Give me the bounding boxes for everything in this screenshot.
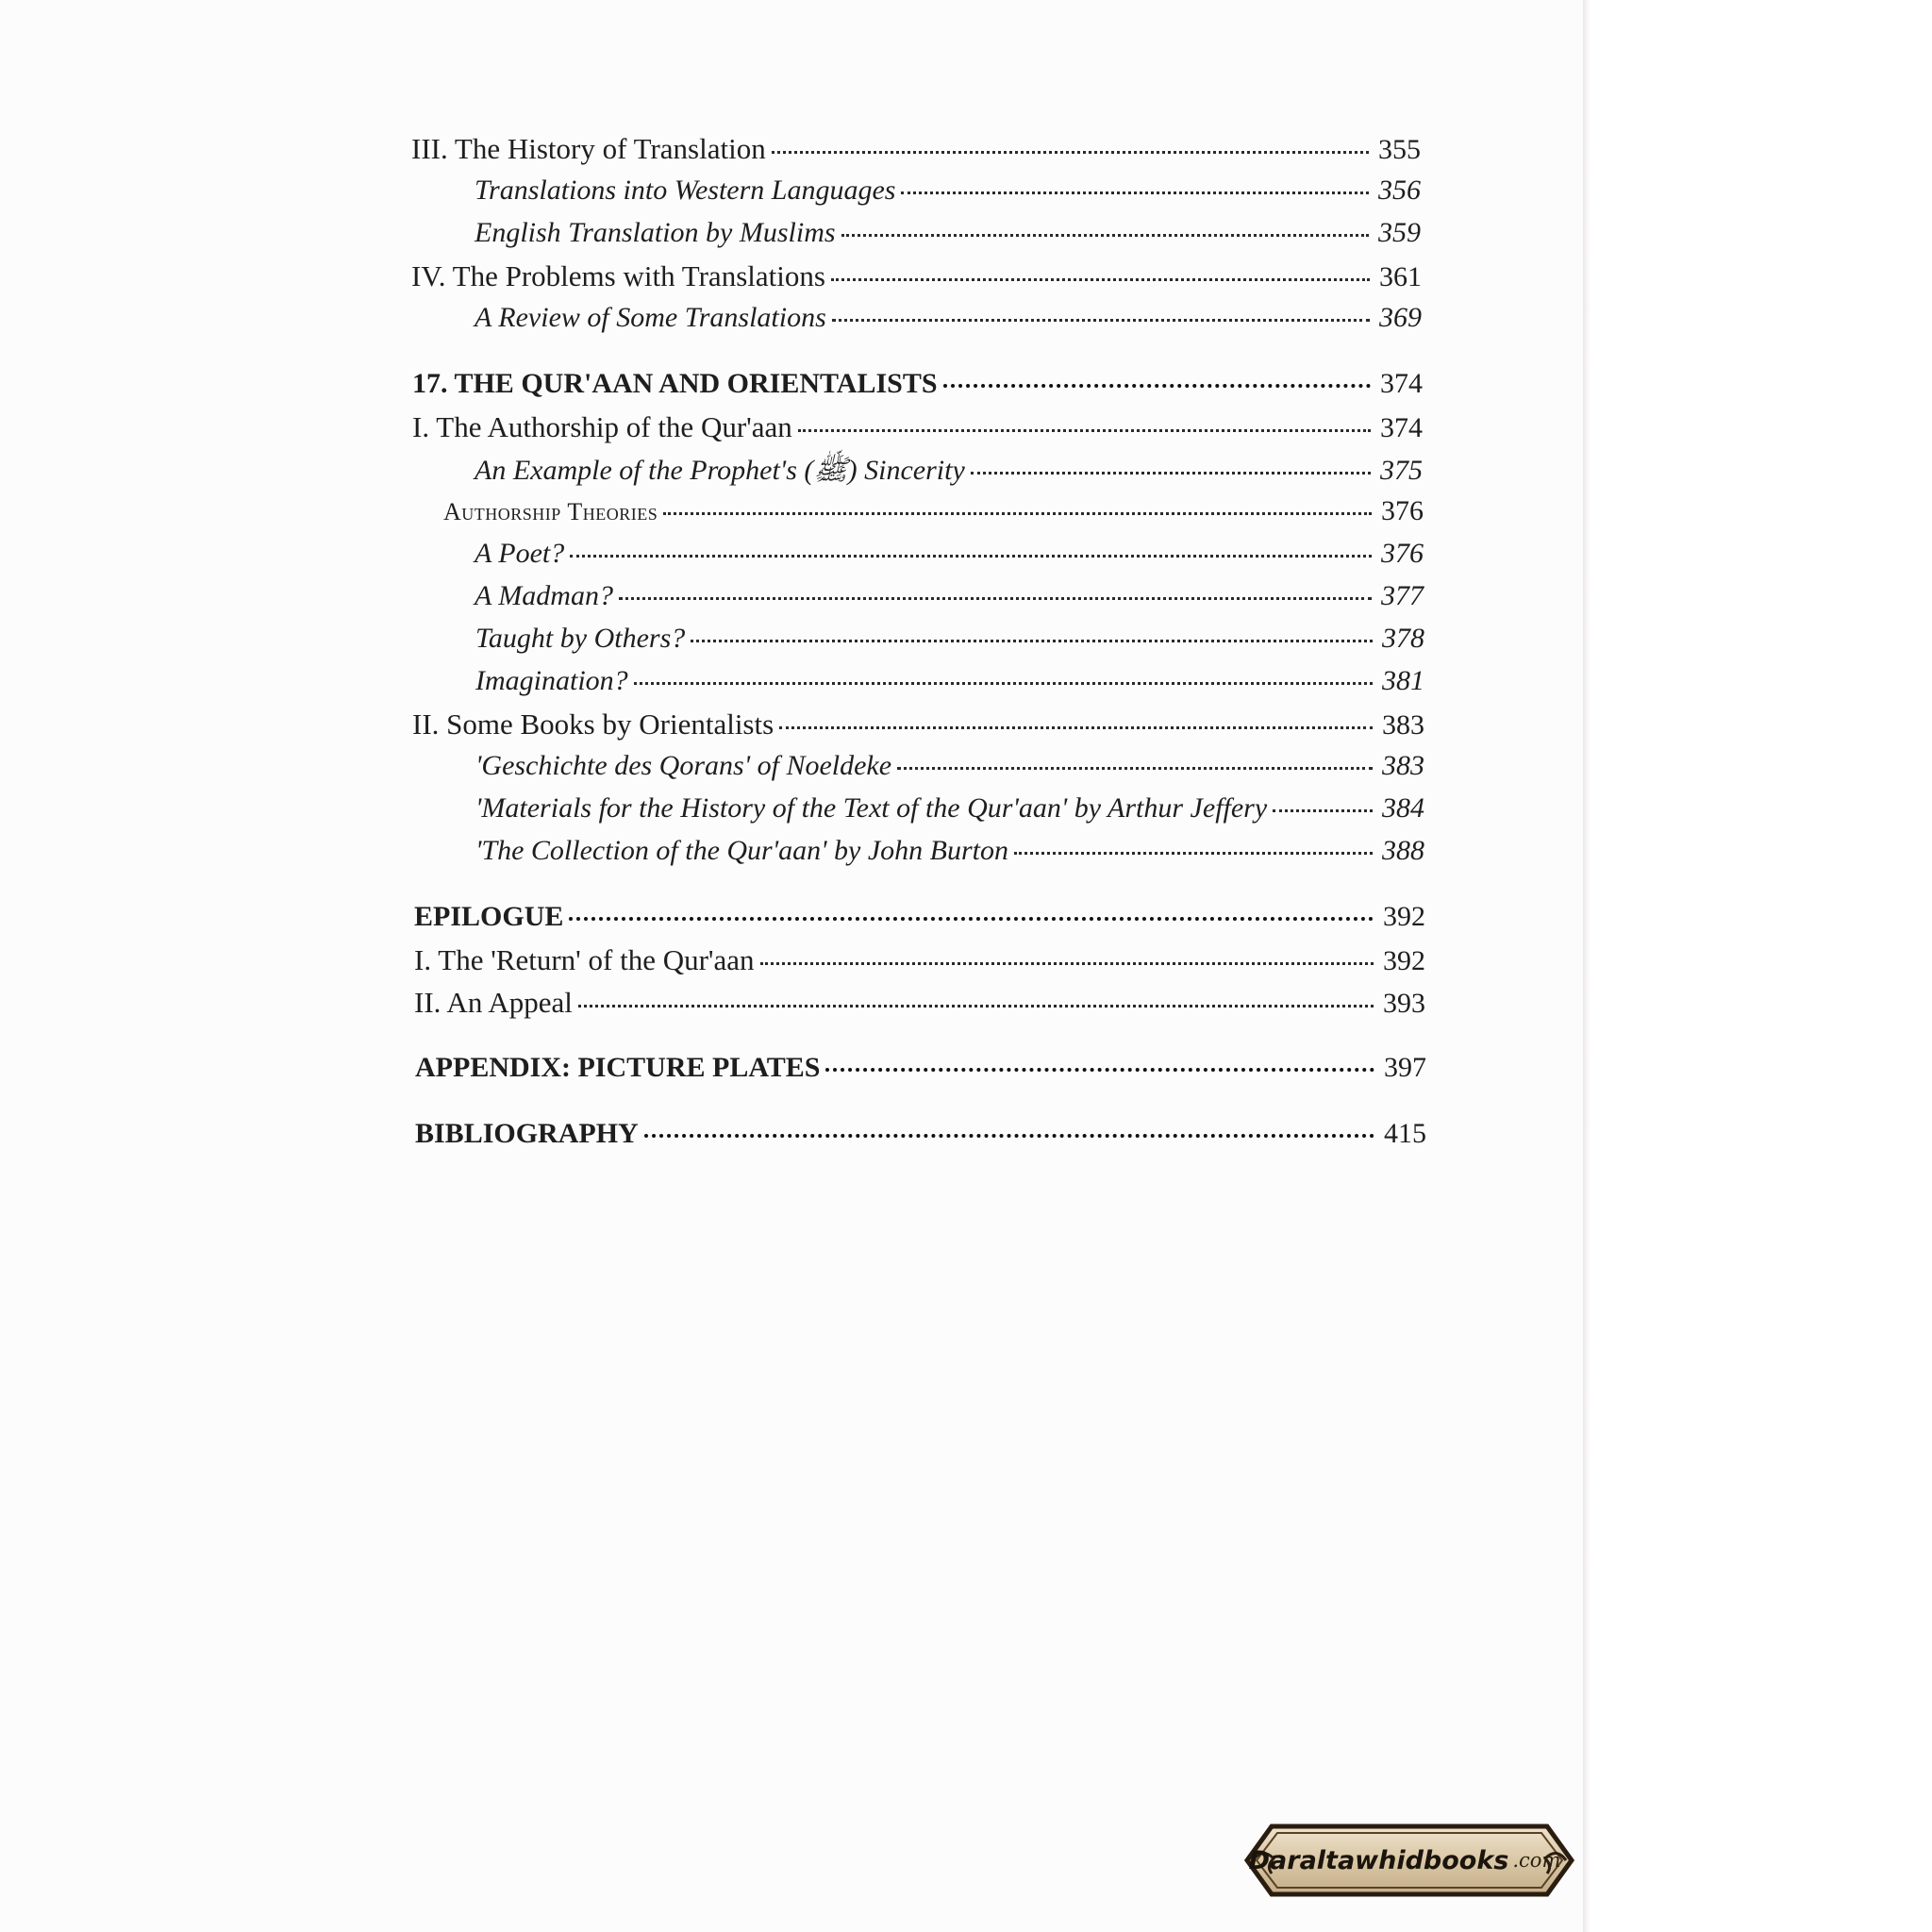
toc-entry-page: 356 — [1378, 175, 1421, 206]
toc-entry-page: 383 — [1382, 750, 1424, 781]
toc-entry-page: 374 — [1380, 412, 1423, 443]
toc-entry — [411, 259, 1422, 293]
toc-entry-title: A Madman? — [475, 580, 613, 611]
toc-entry-page: 376 — [1381, 495, 1424, 526]
toc-entry-page: 369 — [1379, 302, 1422, 333]
toc-entry-page: 361 — [1379, 261, 1422, 292]
toc-entry-page: 392 — [1383, 901, 1425, 932]
dot-leader — [760, 962, 1374, 965]
toc-entry — [475, 217, 1421, 249]
toc-entry-title: Imagination? — [475, 665, 628, 696]
toc-entry-title: 17. THE QUR'AAN AND ORIENTALISTS — [412, 368, 938, 399]
toc-entry-page: 375 — [1380, 455, 1423, 486]
watermark-suffix: .com — [1512, 1849, 1561, 1872]
dot-leader — [619, 597, 1372, 600]
toc-entry-page: 374 — [1380, 368, 1423, 399]
dot-leader — [841, 234, 1369, 237]
dot-leader — [831, 278, 1370, 281]
dot-leader — [772, 151, 1369, 154]
dot-leader — [644, 1134, 1374, 1138]
toc-entry-title: Authorship Theories — [443, 498, 658, 525]
toc-entry — [412, 708, 1424, 741]
toc-entry — [414, 986, 1425, 1020]
toc-entry-page: 383 — [1382, 709, 1424, 741]
toc-entry — [475, 792, 1424, 824]
toc-entry — [475, 623, 1424, 655]
dot-leader — [825, 1068, 1374, 1072]
toc-chapter-entry — [415, 1052, 1426, 1084]
toc-entry-title: APPENDIX: PICTURE PLATES — [415, 1052, 821, 1083]
toc-entry — [475, 302, 1422, 334]
toc-entry-title: Translations into Western Languages — [475, 175, 896, 206]
toc-entry-title: III. The History of Translation — [411, 132, 766, 165]
page-edge — [1583, 0, 1591, 1932]
toc-entry — [475, 453, 1423, 493]
dot-leader — [779, 726, 1373, 729]
toc-entry — [412, 410, 1423, 444]
toc-entry-page: 415 — [1384, 1118, 1426, 1149]
dot-leader — [634, 682, 1373, 685]
toc-entry-title: 'Geschichte des Qorans' of Noeldeke — [475, 750, 892, 781]
dot-leader — [901, 192, 1369, 194]
toc-entry-title: 'The Collection of the Qur'aan' by John Burton — [475, 835, 1009, 866]
dot-leader — [578, 1005, 1374, 1008]
toc-entry-title: EPILOGUE — [414, 901, 564, 932]
toc-entry-title: A Poet? — [475, 538, 565, 569]
toc-chapter-entry — [414, 901, 1425, 933]
toc-entry-title: A Review of Some Translations — [475, 302, 826, 333]
dot-leader — [570, 555, 1372, 558]
dot-leader — [798, 429, 1371, 432]
toc-entry-page: 355 — [1378, 134, 1421, 165]
dot-leader — [971, 472, 1371, 475]
dot-leader — [943, 384, 1371, 388]
toc-entry — [443, 495, 1424, 527]
dot-leader — [897, 767, 1373, 770]
toc-entry-page: 384 — [1382, 792, 1424, 824]
toc-entry — [475, 175, 1421, 207]
toc-entry-title: IV. The Problems with Translations — [411, 259, 825, 292]
dot-leader — [691, 640, 1373, 642]
dot-leader — [1273, 809, 1373, 812]
dot-leader — [569, 917, 1374, 921]
toc-entry-page: 388 — [1382, 835, 1424, 866]
toc-entry — [475, 538, 1424, 570]
toc-entry-title: BIBLIOGRAPHY — [415, 1118, 639, 1149]
toc-entry-page: 397 — [1384, 1052, 1426, 1083]
toc-entry-title: I. The 'Return' of the Qur'aan — [414, 943, 755, 976]
toc-entry-title: Taught by Others? — [475, 623, 686, 654]
toc-entry-title: II. An Appeal — [414, 986, 573, 1019]
dot-leader — [1014, 852, 1373, 855]
toc-entry — [475, 835, 1424, 867]
toc-entry-title: I. The Authorship of the Qur'aan — [412, 410, 792, 443]
watermark-name: Daraltawhidbooks — [1248, 1845, 1509, 1875]
toc-entry-title: 'Materials for the History of the Text of the Qur'aan' by Arthur Jeffery — [475, 792, 1268, 824]
toc-entry-page: 359 — [1378, 217, 1421, 248]
toc-entry-page: 381 — [1382, 665, 1424, 696]
toc-entry-title: An Example of the Prophet's (ﷺ) Sincerity — [475, 455, 965, 486]
toc-entry-page: 376 — [1381, 538, 1424, 569]
toc-entry — [414, 943, 1425, 977]
toc-entry-page: 392 — [1383, 945, 1425, 976]
toc-entry — [475, 750, 1424, 782]
toc-chapter-entry — [412, 368, 1423, 400]
toc-entry-title: English Translation by Muslims — [475, 217, 836, 248]
toc-entry — [475, 665, 1424, 697]
toc-entry-page: 377 — [1381, 580, 1424, 611]
dot-leader — [832, 319, 1370, 322]
toc-entry-page: 378 — [1382, 623, 1424, 654]
watermark-logo — [1243, 1819, 1575, 1902]
toc-entry — [411, 132, 1421, 166]
toc-entry-title: II. Some Books by Orientalists — [412, 708, 774, 741]
toc-entry — [475, 580, 1424, 612]
toc-entry-page: 393 — [1383, 988, 1425, 1019]
dot-leader — [663, 512, 1372, 515]
toc-chapter-entry — [415, 1118, 1426, 1150]
